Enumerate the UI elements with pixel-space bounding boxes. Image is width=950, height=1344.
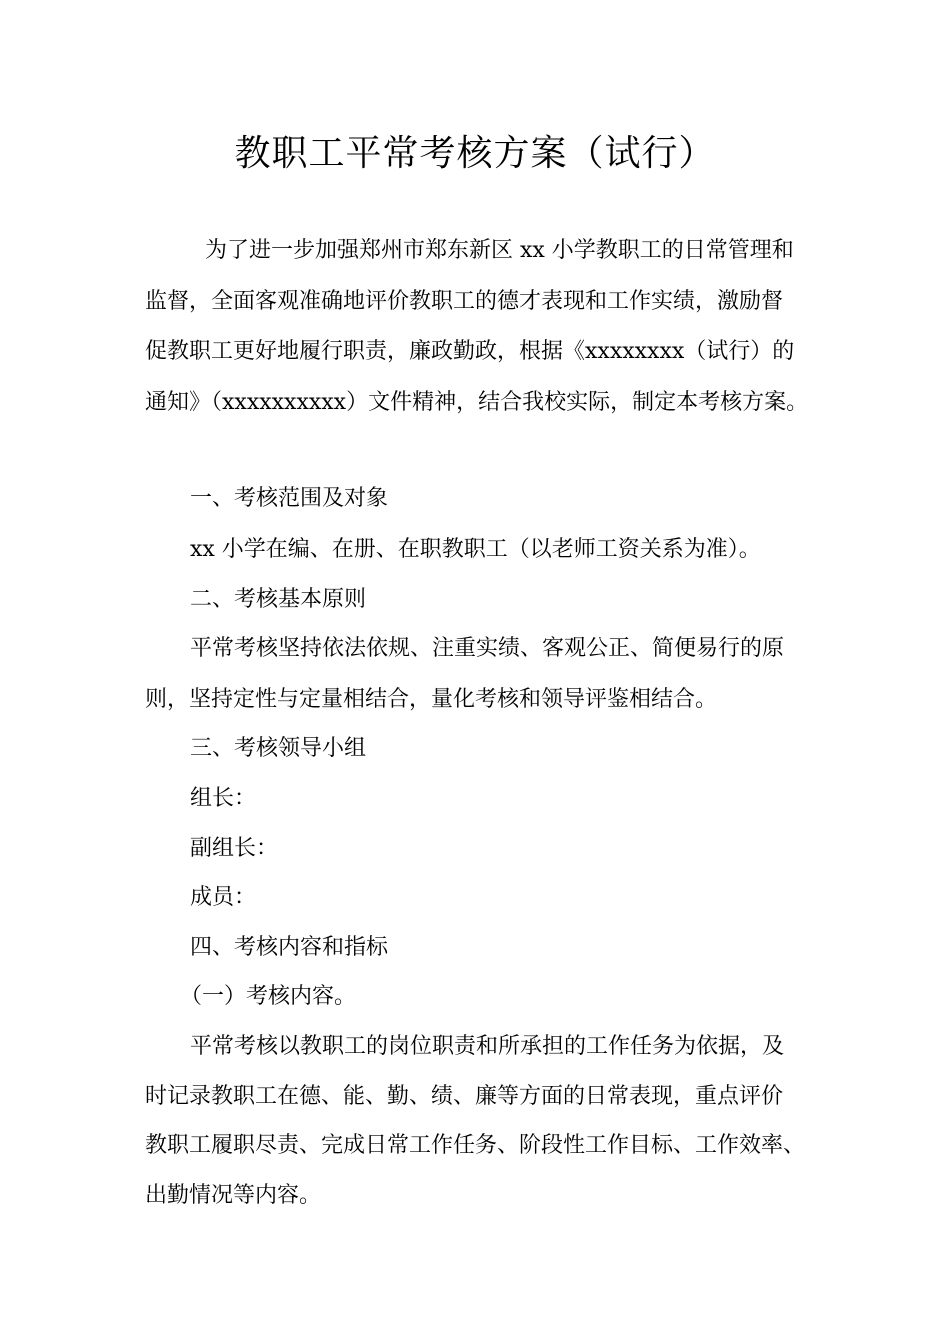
section-4-body-line-3: 教职工履职尽责、完成日常工作任务、阶段性工作目标、工作效率、 bbox=[145, 1133, 806, 1158]
document-title: 教职工平常考核方案（试行） bbox=[234, 133, 716, 174]
section-3-members: 成员： bbox=[190, 885, 257, 910]
section-1-heading: 一、考核范围及对象 bbox=[190, 486, 389, 511]
section-4-body-line-2: 时记录教职工在德、能、勤、绩、廉等方面的日常表现，重点评价 bbox=[145, 1084, 784, 1109]
section-4-heading: 四、考核内容和指标 bbox=[190, 935, 389, 960]
intro-line-4: 通知》（xxxxxxxxxx）文件精神，结合我校实际，制定本考核方案。 bbox=[145, 390, 809, 415]
section-3-deputy: 副组长： bbox=[190, 836, 279, 861]
intro-line-3: 促教职工更好地履行职责，廉政勤政，根据《xxxxxxxx（试行）的 bbox=[145, 339, 795, 364]
intro-line-1: 为了进一步加强郑州市郑东新区 xx 小学教职工的日常管理和 bbox=[205, 238, 794, 263]
section-3-heading: 三、考核领导小组 bbox=[190, 736, 367, 761]
section-1-body: xx 小学在编、在册、在职教职工（以老师工资关系为准）。 bbox=[190, 537, 761, 562]
section-3-leader: 组长： bbox=[190, 786, 257, 811]
section-2-heading: 二、考核基本原则 bbox=[190, 587, 367, 612]
section-4-subheading-1: （一）考核内容。 bbox=[180, 984, 357, 1009]
intro-line-2: 监督，全面客观准确地评价教职工的德才表现和工作实绩，激励督 bbox=[145, 289, 784, 314]
section-2-body-line-2: 则，坚持定性与定量相结合，量化考核和领导评鉴相结合。 bbox=[145, 687, 718, 712]
section-4-body-line-4: 出勤情况等内容。 bbox=[145, 1183, 322, 1208]
section-2-body-line-1: 平常考核坚持依法依规、注重实绩、客观公正、简便易行的原 bbox=[190, 636, 785, 661]
section-4-body-line-1: 平常考核以教职工的岗位职责和所承担的工作任务为依据，及 bbox=[190, 1034, 785, 1059]
